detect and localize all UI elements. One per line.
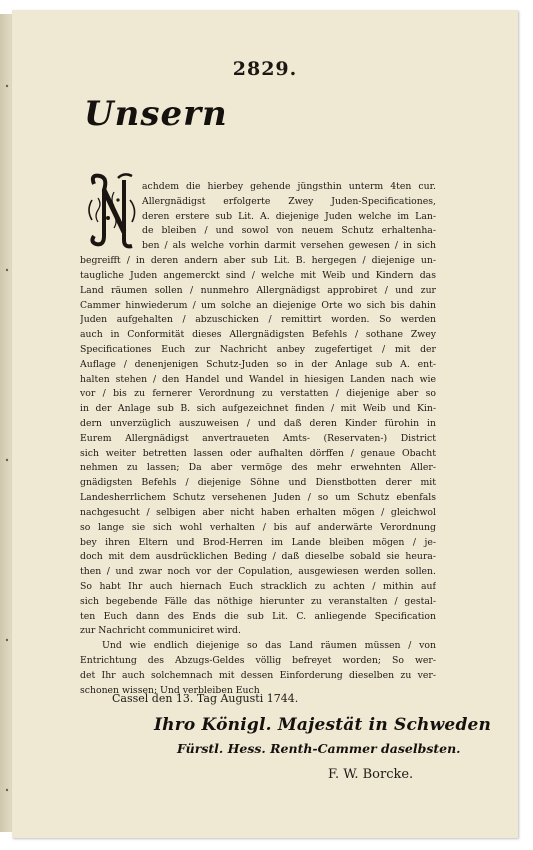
body-line: halten stehen / den Handel und Wandel in hiesigen Landen nach wie <box>80 373 436 385</box>
body-line: dern unverzüglich auszuweisen / und daß deren Kinder fürohin in <box>80 418 436 429</box>
signature-name: F. W. Borcke. <box>328 767 414 782</box>
body-line: so lange sie sich wohl verhalten / bis auf anderwärte Verordnung <box>80 521 436 533</box>
body-line: Eurem Allergnädigst anvertraueten Amts- (Reservaten-) District <box>80 432 436 444</box>
body-line: Juden aufgehalten / abzuschicken / remittirt worden. So werden <box>80 314 436 326</box>
body-line: vor / bis zu fernerer Verordnung zu verstatten / diejenige aber so <box>80 388 436 400</box>
body-line: achdem die hierbey gehende jüngsthin unterm 4ten cur. <box>142 181 436 192</box>
body-line: nachgesucht / selbigen aber nicht haben erhalten mögen / gleichwol <box>80 506 436 518</box>
document-page <box>12 10 518 838</box>
body-line: auch in Conformität dieses Allergnädigsten Befehls / sothane Zwey <box>80 329 436 341</box>
date-line: Cassel den 13. Tag Augusti 1744. <box>112 692 299 705</box>
body-line: ben / als welche vorhin darmit versehen gewesen / in sich <box>142 240 436 252</box>
body-line: Landesherrlichem Schutz versehenen Juden / so um Schutz ebenfals <box>80 492 436 504</box>
body-line: bey ihren Eltern und Brod-Herren im Lande bleiben mögen / je- <box>80 536 436 548</box>
binding-marks <box>4 80 10 800</box>
body-line: ten Euch dann des Ends die sub Lit. C. anliegende Specification <box>80 610 436 622</box>
body-line: nehmen zu lassen; Da aber vermöge des mehr erwehnten Aller- <box>80 462 436 474</box>
body-line: zur Nachricht communiciret wird. <box>80 625 241 637</box>
document-title: Unsern <box>84 94 228 134</box>
body-line: Allergnädigst erfolgerte Zwey Juden-Specificationes, <box>142 195 436 207</box>
body-line: then / und zwar noch vor der Copulation, ausgewiesen werden sollen. <box>80 566 436 578</box>
body-line: taugliche Juden angemerckt sind / welche mit Weib und Kindern das <box>80 269 436 281</box>
body-line: Und wie endlich diejenige so das Land räumen müssen / von <box>102 640 436 652</box>
body-line: So habt Ihr auch hiernach Euch stracklich zu achten / mithin auf <box>80 580 436 592</box>
body-line: Auflage / denenjenigen Schutz-Juden so in der Anlage sub A. ent- <box>80 358 436 370</box>
signature-chamber: Fürstl. Hess. Renth-Cammer daselbsten. <box>177 741 461 756</box>
body-line: sich begebende Fälle das nöthige hierunter zu veranstalten / gestal- <box>80 595 436 607</box>
page-number: 2829. <box>232 58 298 80</box>
body-line: Land räumen sollen / nunmehro Allergnädigst approbiret / und zur <box>80 284 436 296</box>
signature-authority: Ihro Königl. Majestät in Schweden <box>154 715 492 735</box>
body-line: in der Anlage sub B. sich aufgezeichnet finden / mit Weib und Kin- <box>80 403 436 415</box>
body-line: deren erstere sub Lit. A. diejenige Juden welche im Lan- <box>142 210 436 222</box>
body-line: Entrichtung des Abzugs-Geldes völlig befreyet worden; So wer- <box>80 655 436 666</box>
body-line: de bleiben / und sowol von neuem Schutz erhaltenha- <box>142 225 436 237</box>
document-body <box>80 180 436 698</box>
body-line: Cammer hinwiederum / um solche an diejenige Orte wo sich bis dahin <box>80 299 436 311</box>
body-line: doch mit dem ausdrücklichen Beding / daß dieselbe sobald sie heura- <box>80 551 436 563</box>
body-line: det Ihr auch solchemnach mit dessen Einforderung dieselben zu ver- <box>80 669 436 681</box>
body-line: schonen wissen; Und verbleiben Euch <box>80 684 260 696</box>
body-line: begreifft / in deren andern aber sub Lit. B. hergegen / diejenige un- <box>80 255 436 267</box>
body-line: sich weiter betretten lassen oder aufhalten dörffen / genaue Obacht <box>80 447 436 459</box>
body-line: Specificationes Euch zur Nachricht anbey zugefertiget / mit der <box>80 343 436 355</box>
body-line: gnädigsten Befehls / diejenige Söhne und Dienstbotten derer mit <box>80 477 436 489</box>
